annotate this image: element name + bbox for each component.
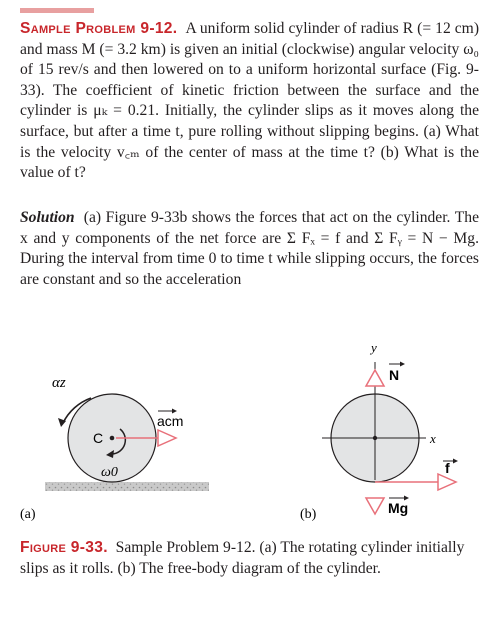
solution-paragraph — [20, 208, 479, 290]
normal-vector-arrow-icon — [400, 362, 405, 367]
ground-surface — [45, 482, 209, 491]
acm-label: acm — [157, 413, 184, 429]
figure-9-33 — [0, 330, 497, 535]
center-dot — [110, 436, 115, 441]
solution-text: (a) Figure 9-33b shows the forces that act on the cylinder. The x and y components of the net force are Σ Fₓ = f and Σ Fᵧ = N − Mg. During the interval from time 0 to time t while slipping occurs, the forces are constant and so the acceleration — [20, 209, 480, 288]
weight-label: Mg — [388, 500, 409, 516]
x-axis-label: x — [430, 431, 436, 446]
normal-force-arrowhead-icon — [366, 370, 384, 386]
weight-arrowhead-icon — [366, 498, 384, 514]
alpha-z-label: αz — [52, 375, 66, 391]
top-accent-bar — [20, 8, 94, 13]
problem-heading: Sample Problem 9-12. — [20, 20, 178, 37]
panel-a-label: (a) — [20, 507, 36, 522]
omega0-label: ω0 — [101, 465, 118, 480]
center-label: C — [93, 430, 104, 446]
caption-heading: Figure 9-33. — [20, 539, 108, 556]
center-dot-b — [373, 436, 377, 440]
acm-arrowhead-icon — [158, 430, 176, 446]
normal-force-label: N — [389, 367, 400, 383]
panel-b-label: (b) — [300, 507, 317, 522]
figure-caption — [20, 538, 479, 579]
problem-text: A uniform solid cylinder of radius R (= 12 cm) and mass M (= 3.2 km) is given an initial (clockwise) angular velocity ω₀ of 15 rev/s and then lowered on to a uniform horizontal surface (Fig. 9-33). The coefficient of kinetic friction between the surface and the cylinder is μₖ = 0.21. Initially, the cylinder slips as it moves along the surface, but after a time t, pure rolling without slipping begins. (a) What is the velocity v꜀ₘ of the center of mass at the time t? (b) What is the value of t? — [20, 20, 480, 182]
problem-paragraph — [20, 19, 479, 184]
caption-text: Sample Problem 9-12. (a) The rotating cylinder initially slips as it rolls. (b) The free-body diagram of the cylinder. — [20, 539, 465, 577]
solution-label: Solution — [20, 209, 75, 226]
panel-a-diagram — [20, 375, 209, 522]
friction-vector-arrow-icon — [453, 459, 458, 464]
friction-label: f — [445, 460, 450, 476]
panel-b-diagram — [300, 340, 458, 522]
y-axis-label: y — [371, 340, 377, 355]
friction-arrowhead-icon — [438, 474, 456, 490]
